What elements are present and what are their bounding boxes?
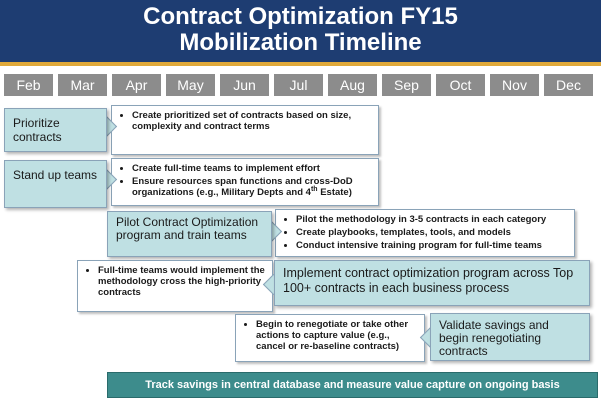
month-timeline [4, 74, 598, 96]
header-banner [0, 0, 601, 62]
month-oct: Oct [436, 74, 485, 96]
month-mar: Mar [58, 74, 107, 96]
phase-1-callout: Prioritize contracts [4, 108, 107, 152]
month-sep: Sep [382, 74, 431, 96]
phase-5-callout: Validate savings and begin renegotiating contracts [430, 313, 590, 361]
phase-1-bullet-1: • Create prioritized set of contracts based on size, complexity and contract terms [132, 110, 372, 132]
month-aug: Aug [328, 74, 377, 96]
phase-2-bullet-2: • Ensure resources span functions and cross-DoD organizations (e.g., Military Depts and 4th Estate) [132, 176, 372, 198]
phase-3-bullet-2: • Create playbooks, templates, tools, and models [296, 227, 568, 238]
month-may: May [166, 74, 215, 96]
header-accent-band [0, 62, 601, 66]
month-dec: Dec [544, 74, 593, 96]
phase-3-bullet-1: • Pilot the methodology in 3-5 contracts in each category [296, 214, 568, 225]
phase-3-callout: Pilot Contract Optimization program and train teams [107, 211, 272, 257]
phase-1-details [111, 105, 379, 155]
phase-2-callout: Stand up teams [4, 160, 107, 208]
month-feb: Feb [4, 74, 53, 96]
phase-2-bullet-1: • Create full-time teams to implement effort [132, 163, 372, 174]
month-nov: Nov [490, 74, 539, 96]
page-title-line2: Mobilization Timeline [179, 29, 422, 56]
phase-4-callout: Implement contract optimization program across Top 100+ contracts in each business process [274, 260, 590, 306]
phase-2-details [111, 158, 379, 206]
phase-4-details [77, 260, 273, 312]
phase-4-bullet-1: • Full-time teams would implement the methodology cross the high-priority contracts [98, 265, 266, 298]
phase-5-details [235, 314, 425, 362]
month-jun: Jun [220, 74, 269, 96]
page-title-line1: Contract Optimization FY15 [143, 3, 458, 30]
phase-5-bullet-1: • Begin to renegotiate or take other actions to capture value (e.g., cancel or re-baseline contracts) [256, 319, 418, 352]
phase-3-details [275, 209, 575, 257]
phase-3-bullet-3: • Conduct intensive training program for full-time teams [296, 240, 568, 251]
month-apr: Apr [112, 74, 161, 96]
track-savings-bar: Track savings in central database and measure value capture on ongoing basis [107, 372, 598, 398]
month-jul: Jul [274, 74, 323, 96]
